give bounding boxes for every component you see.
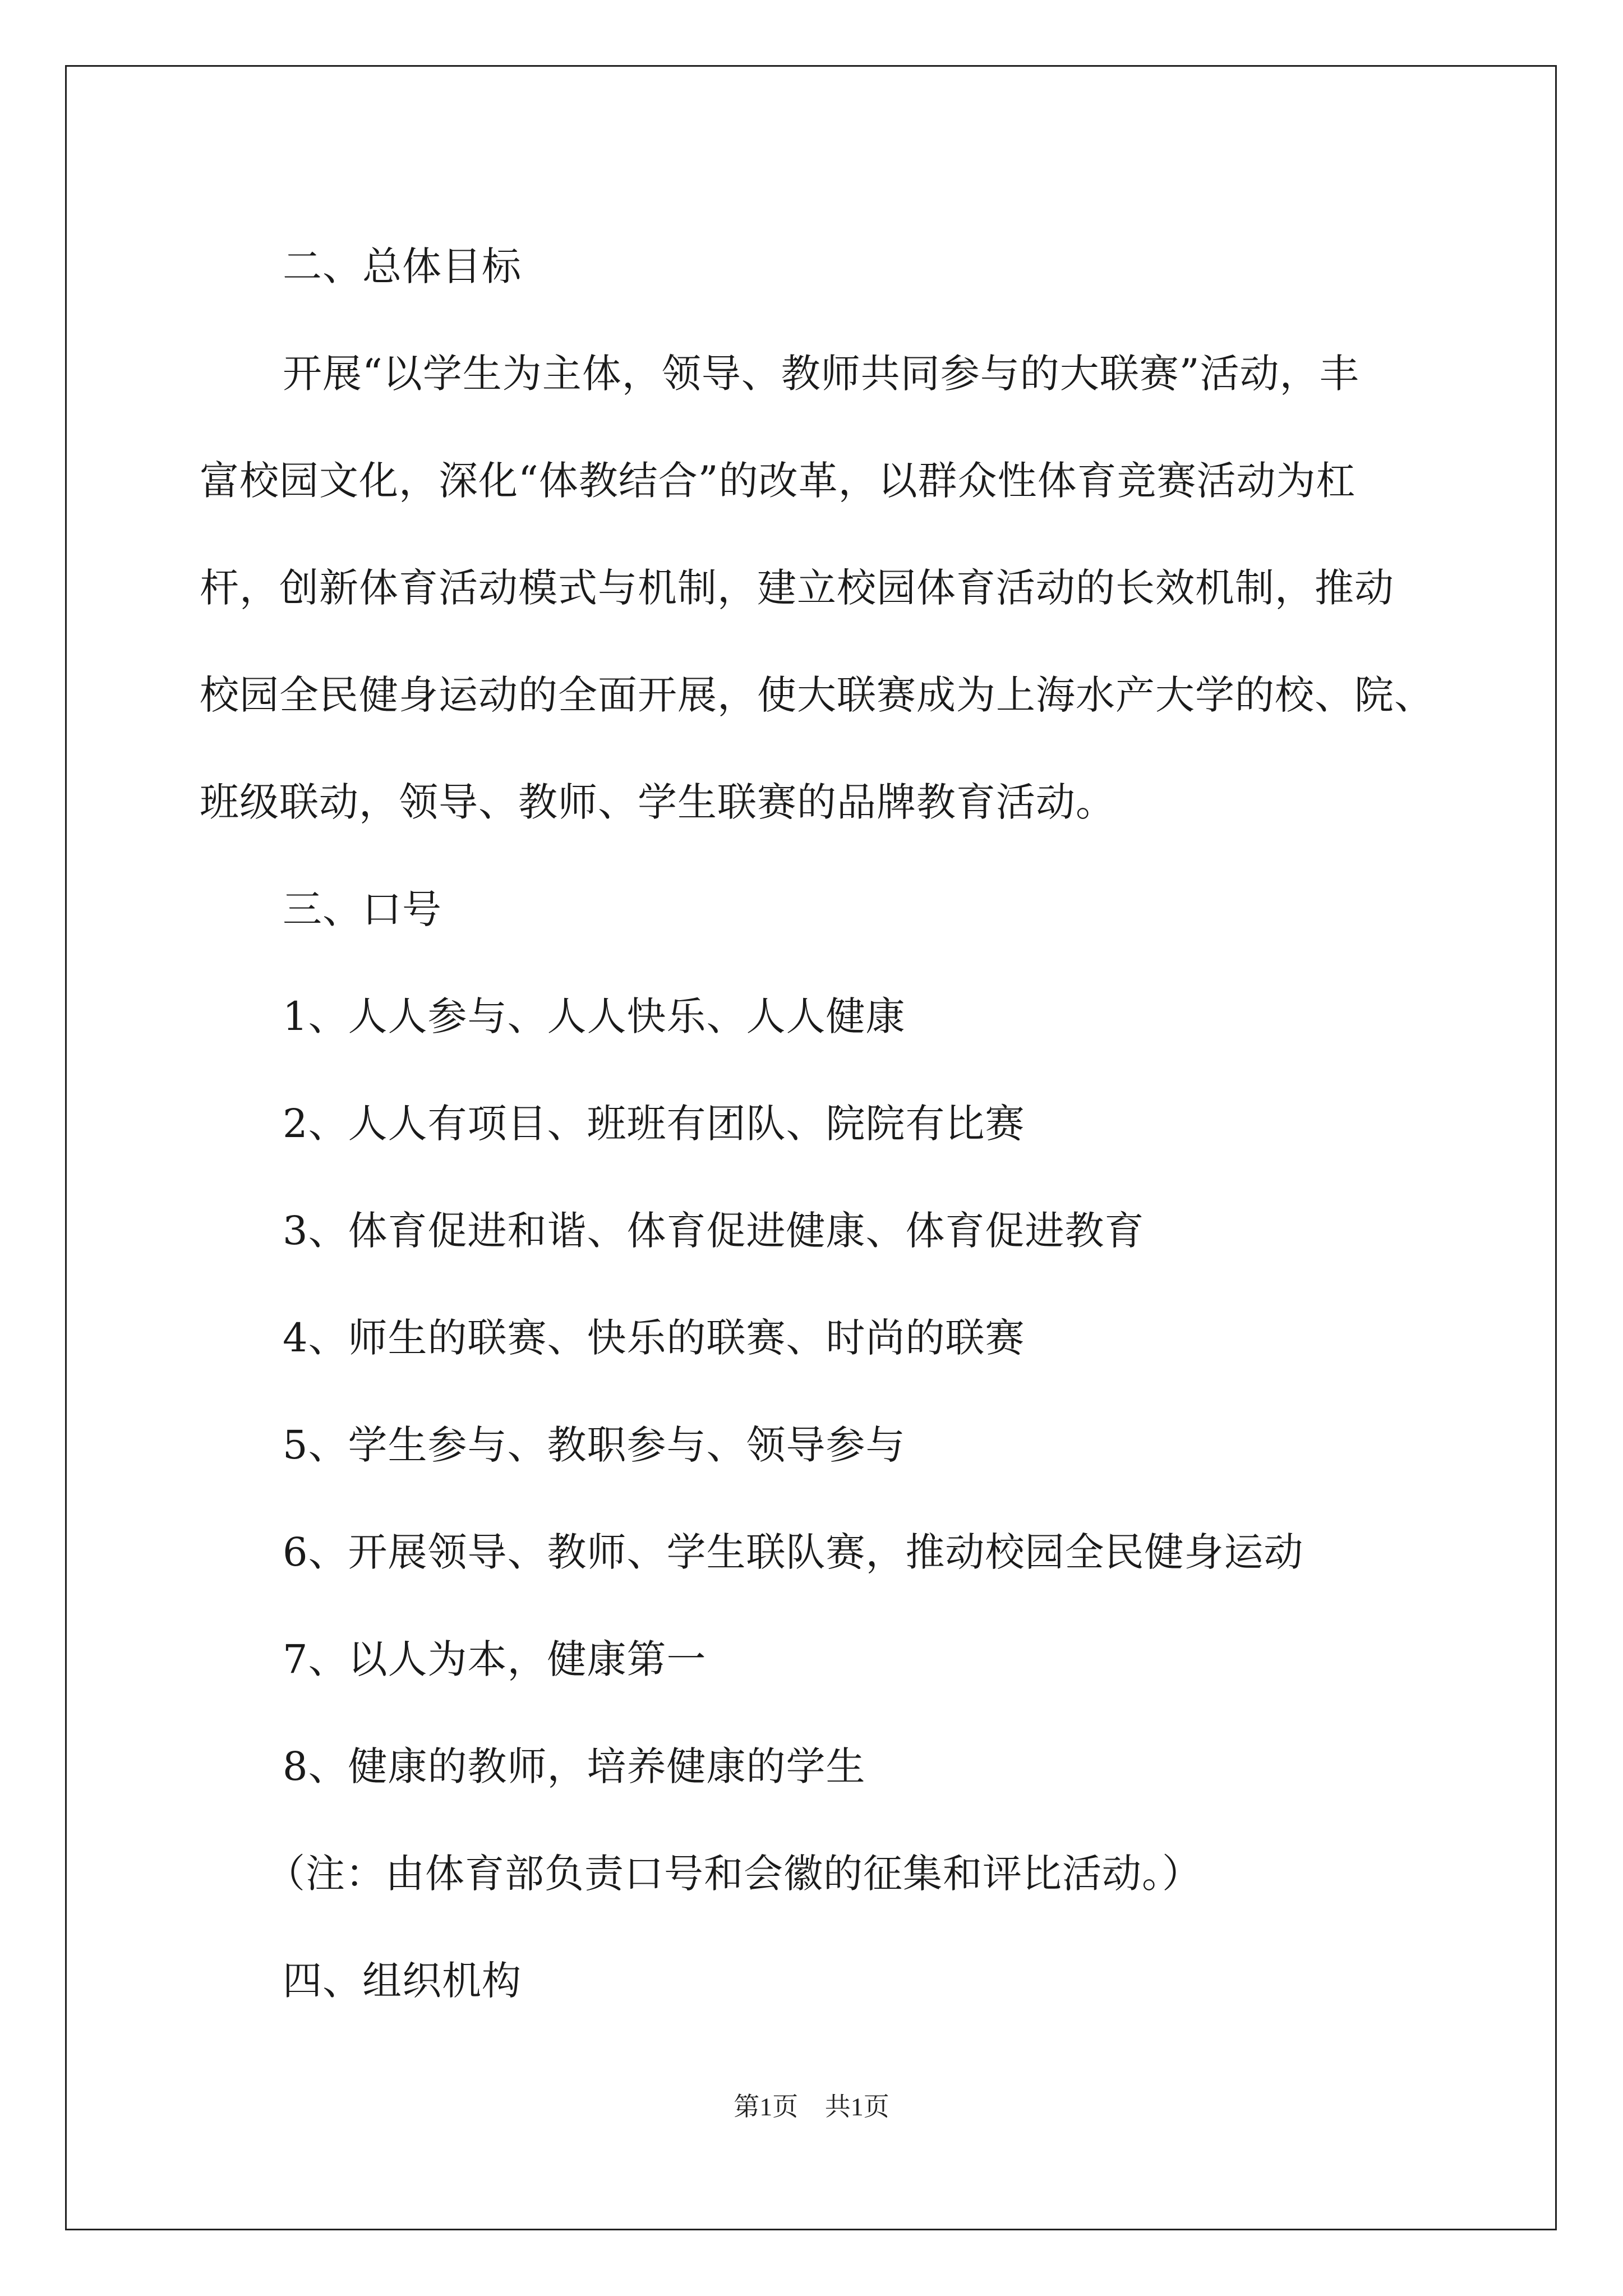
section-heading-overall-goals: 二、总体目标 — [283, 243, 522, 289]
note-line: （注：由体育部负责口号和会徽的征集和评比活动。） — [266, 1851, 1202, 1897]
section-heading-organization: 四、组织机构 — [283, 1958, 522, 2004]
page-number: 第1页 — [734, 2092, 799, 2121]
document-body — [200, 213, 1473, 2035]
slogan-item: 6、开展领导、教师、学生联队赛，推动校园全民健身运动 — [283, 1529, 1304, 1575]
page-total: 共1页 — [824, 2092, 889, 2121]
slogan-item: 3、体育促进和谐、体育促进健康、体育促进教育 — [283, 1208, 1145, 1254]
slogan-item: 8、健康的教师，培养健康的学生 — [283, 1743, 866, 1789]
paragraph-line: 开展“以学生为主体，领导、教师共同参与的大联赛”活动，丰 — [283, 351, 1359, 397]
paragraph-line: 富校园文化，深化“体教结合”的改革，以群众性体育竞赛活动为杠 — [200, 458, 1356, 504]
paragraph-line: 校园全民健身运动的全面开展，使大联赛成为上海水产大学的校、院、 — [200, 672, 1434, 718]
slogan-item: 1、人人参与、人人快乐、人人健康 — [283, 993, 906, 1039]
section-heading-slogans: 三、口号 — [283, 886, 442, 932]
page-footer — [0, 2090, 1623, 2124]
paragraph-line: 班级联动，领导、教师、学生联赛的品牌教育活动。 — [200, 779, 1115, 825]
slogan-item: 7、以人为本，健康第一 — [283, 1636, 707, 1682]
paragraph-line: 杆，创新体育活动模式与机制，建立校园体育活动的长效机制，推动 — [200, 565, 1394, 611]
slogan-item: 2、人人有项目、班班有团队、院院有比赛 — [283, 1101, 1025, 1147]
slogan-item: 4、师生的联赛、快乐的联赛、时尚的联赛 — [283, 1315, 1025, 1361]
slogan-item: 5、学生参与、教职参与、领导参与 — [283, 1422, 906, 1468]
